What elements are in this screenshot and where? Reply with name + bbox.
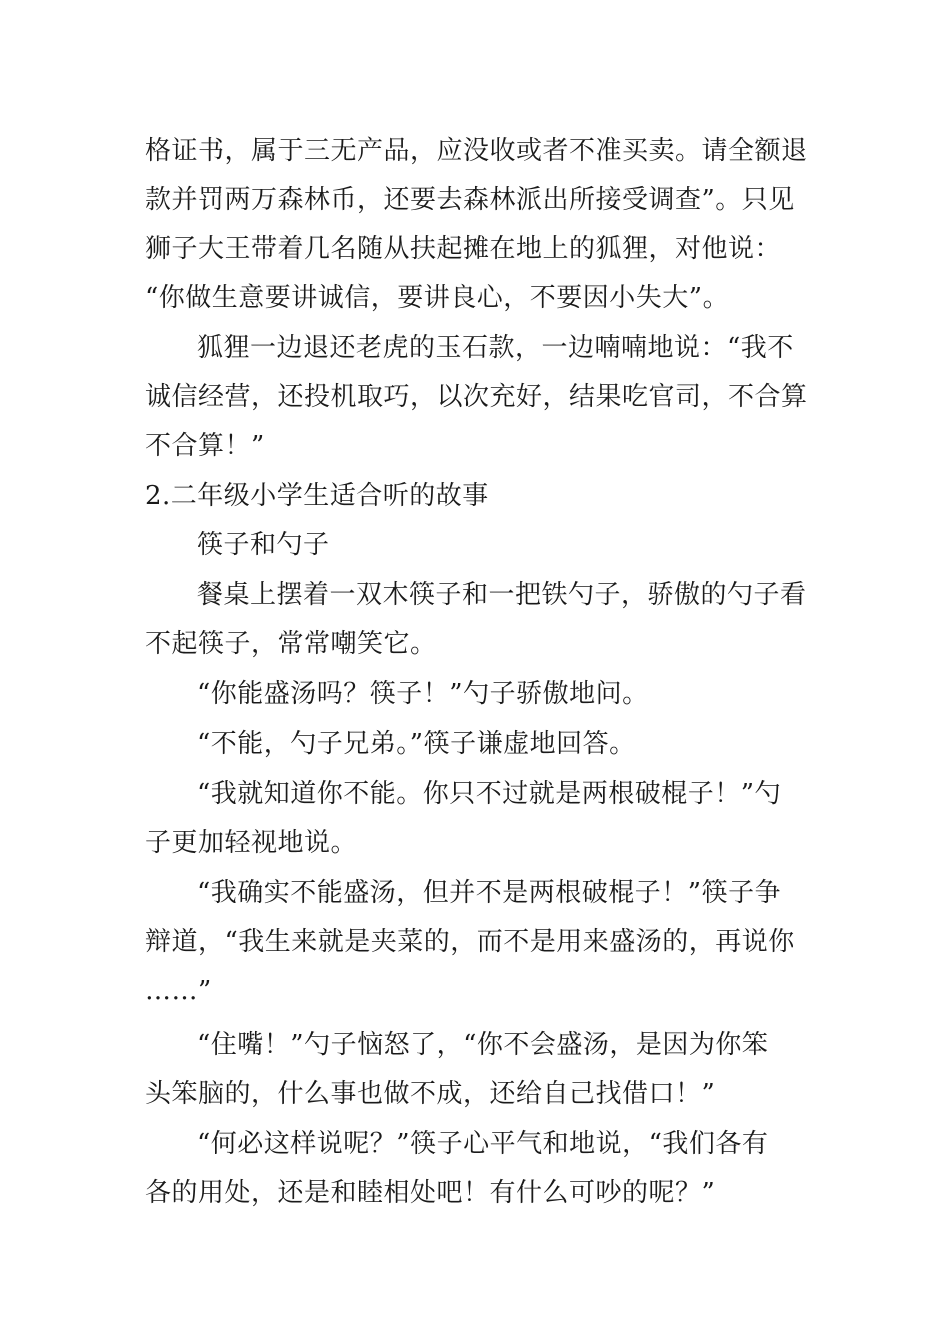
text-line: 子更加轻视地说。 xyxy=(145,828,358,858)
text-line: “住嘴！”勺子恼怒了，“你不会盛汤，是因为你笨 xyxy=(197,1030,769,1060)
text-line: “你做生意要讲诚信，要讲良心，不要因小失大”。 xyxy=(145,283,730,313)
text-line: 款并罚两万森林币，还要去森林派出所接受调查”。只见 xyxy=(145,185,795,215)
text-line: 各的用处，还是和睦相处吧！有什么可吵的呢？” xyxy=(145,1178,716,1208)
text-line: 格证书，属于三无产品，应没收或者不准买卖。请全额退 xyxy=(145,136,808,166)
text-line: “不能，勺子兄弟。”筷子谦虚地回答。 xyxy=(197,729,636,759)
text-line: 狐狸一边退还老虎的玉石款，一边喃喃地说：“我不 xyxy=(197,333,794,363)
text-line: 不起筷子，常常嘲笑它。 xyxy=(145,629,437,659)
text-line: ……” xyxy=(145,976,212,1006)
text-line: 头笨脑的，什么事也做不成，还给自己找借口！” xyxy=(145,1079,716,1109)
story-title: 筷子和勺子 xyxy=(197,530,330,560)
text-line: 辩道，“我生来就是夹菜的，而不是用来盛汤的，再说你 xyxy=(145,927,795,957)
text-line: 狮子大王带着几名随从扶起摊在地上的狐狸，对他说： xyxy=(145,234,782,264)
section-heading: 2.二年级小学生适合听的故事 xyxy=(145,481,489,511)
text-line: “你能盛汤吗？筷子！”勺子骄傲地问。 xyxy=(197,679,649,709)
text-line: “我就知道你不能。你只不过就是两根破棍子！”勺 xyxy=(197,779,782,809)
text-line: “何必这样说呢？”筷子心平气和地说，“我们各有 xyxy=(197,1129,769,1159)
text-line: “我确实不能盛汤，但并不是两根破棍子！”筷子争 xyxy=(197,878,782,908)
text-line: 餐桌上摆着一双木筷子和一把铁勺子，骄傲的勺子看 xyxy=(197,580,807,610)
text-line: 诚信经营，还投机取巧，以次充好，结果吃官司，不合算 xyxy=(145,382,808,412)
text-line: 不合算！” xyxy=(145,431,265,461)
